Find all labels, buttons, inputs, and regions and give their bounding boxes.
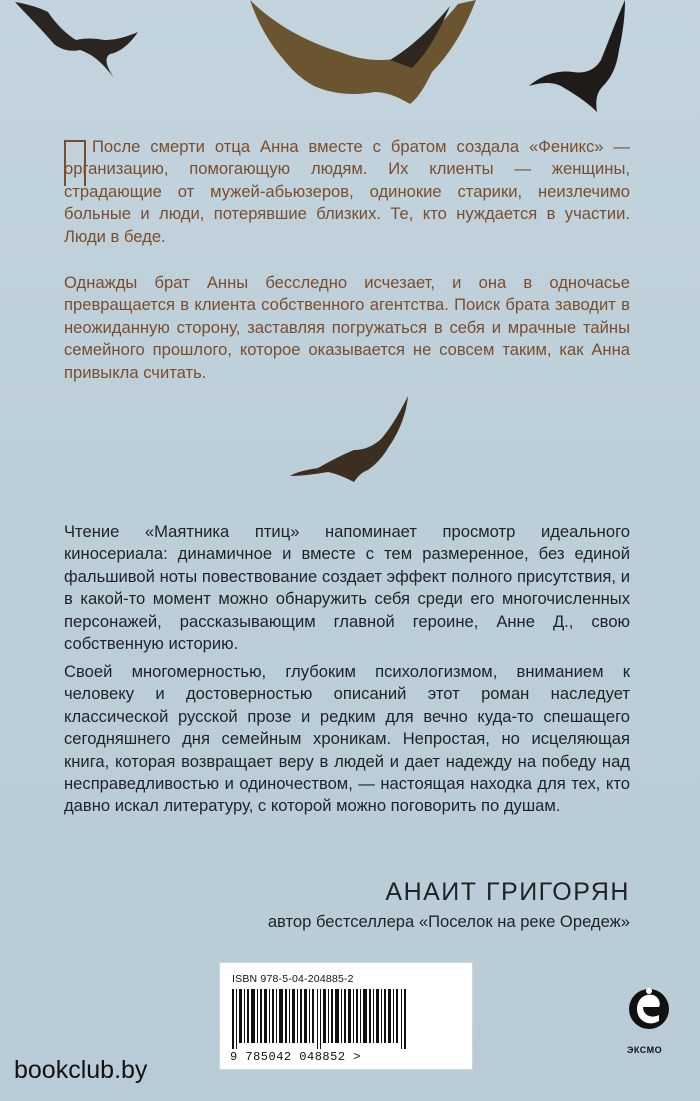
bird-middle-icon: [288, 392, 418, 492]
review-paragraph-1: Чтение «Маятника птиц» напоминает просмотр идеального киносериала: динамичное и вместе с тем размеренное, без единой фальшивой ноты повествование создает эффект полного присутствия, и в какой-то момент можно обнаружить себя среди его многочисленных персонажей, рассказывающим главной героине, Анне Д., свою собственную историю.: [64, 522, 630, 654]
eagle-top-icon: [240, 0, 490, 110]
review-author-credit: автор бестселлера «Поселок на реке Оредеж»: [267, 912, 630, 931]
review-author: АНАИТ ГРИГОРЯН: [385, 878, 630, 906]
isbn-number: ISBN 978-5-04-204885-2: [232, 973, 354, 985]
review-paragraph-2: Своей многомерностью, глубоким психологизмом, вниманием к человеку и достоверностью описаний этот роман наследует классической русской прозе и редким для вечно куда-то спешащего сегодняшнего дня семейным хроникам. Непростая, но исцеляющая книга, которая возвращает веру в людей и дает надежду на победу над несправедливостью и одиночеством, — настоящая находка для тех, кто давно искал литературу, с которой можно поговорить по душам.: [64, 662, 630, 816]
publisher-logo: [625, 981, 675, 1061]
blurb-paragraph-2: Однажды брат Анны бесследно исчезает, и она в одночасье превращается в клиента собственного агентства. Поиск брата заводит в неожиданную сторону, заставляя погружаться в себя и мрачные тайны семейного прошлого, которое оказывается не совсем таким, как Анна привыкла считать.: [64, 273, 630, 382]
crow-left-icon: [10, 0, 140, 90]
eksmo-logo-icon: [625, 981, 673, 1041]
barcode-panel: [219, 962, 663, 1070]
site-watermark: bookclub.by: [14, 1056, 148, 1084]
crow-right-icon: [515, 0, 645, 115]
barcode-icon: [232, 989, 412, 1049]
publisher-name: ЭКСМО: [627, 1045, 663, 1055]
barcode-digits: 9 785042 048852 >: [230, 1050, 361, 1064]
blurb-paragraph-1: После смерти отца Анна вместе с братом создала «Феникс» — организацию, помогающую людям. Их клиенты — женщины, страдающие от мужей-абьюзеров, одинокие старики, неизлечимо больные и люди, потерявшие близких. Те, кто нуждается в участии. Люди в беде.: [64, 137, 630, 246]
